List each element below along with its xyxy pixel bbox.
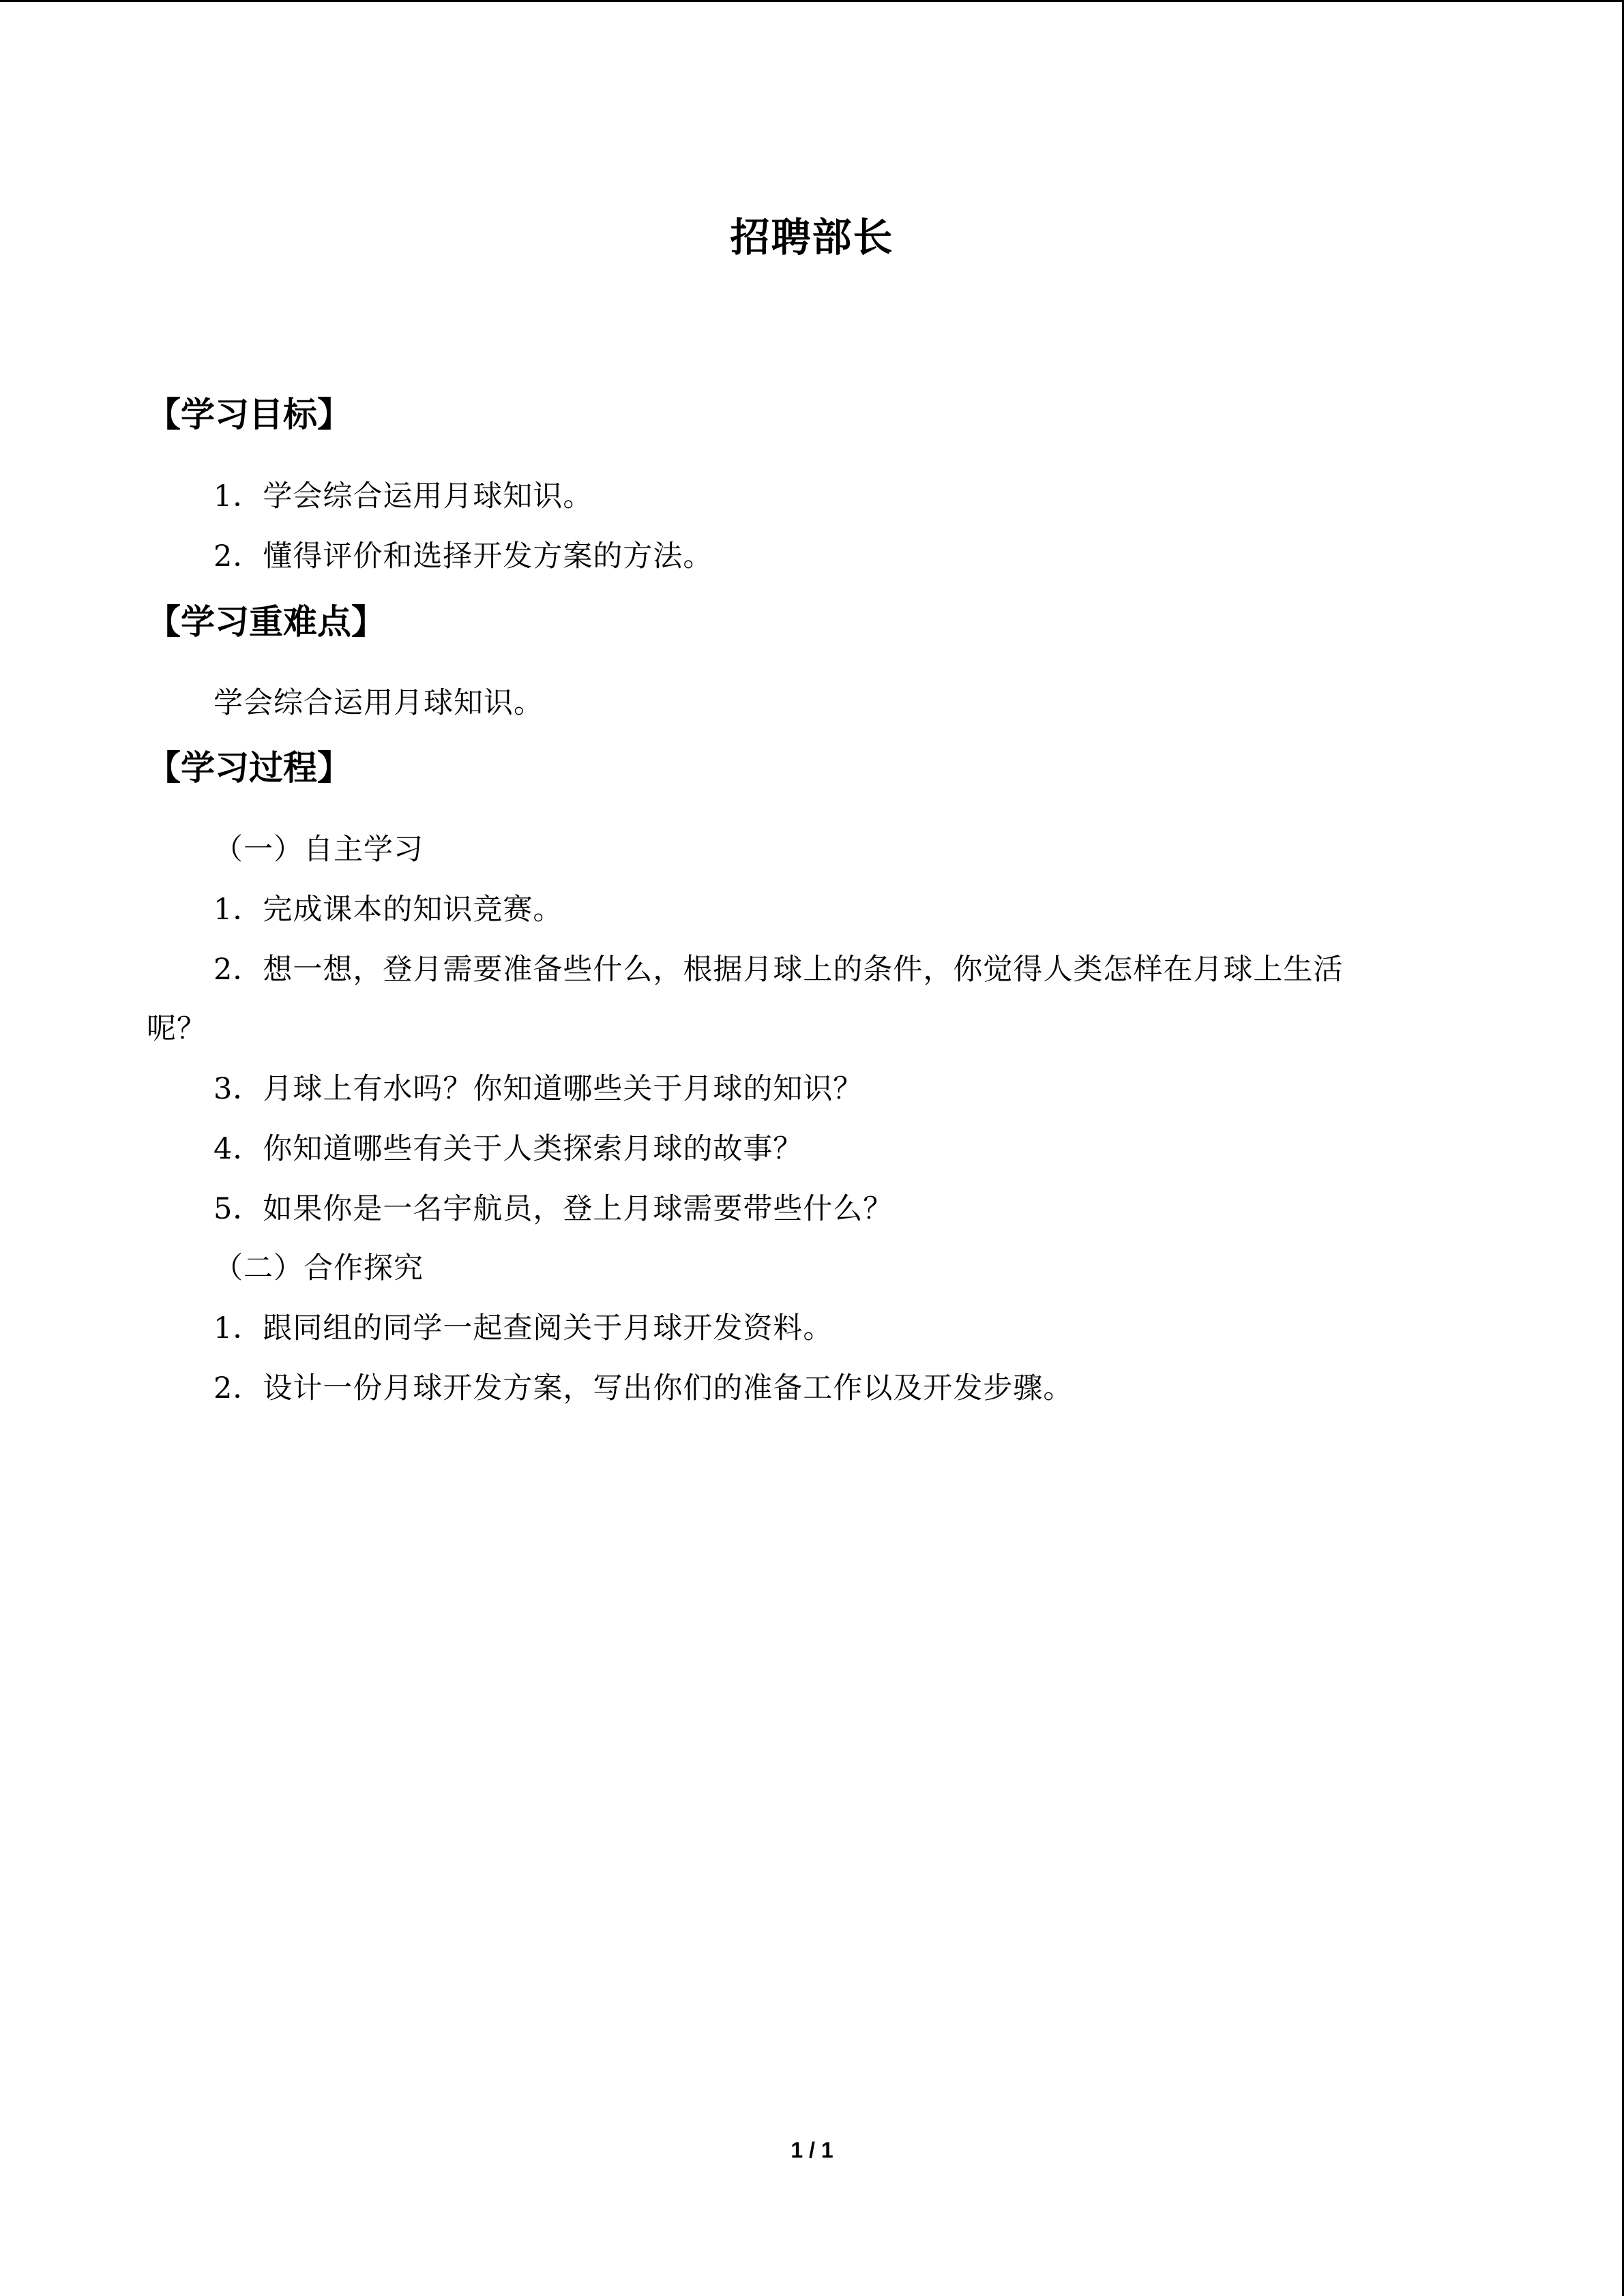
section-heading-process: 【学习过程】 <box>147 748 351 788</box>
process-part1-item-3: 3．月球上有水吗？你知道哪些关于月球的知识？ <box>213 1072 863 1106</box>
process-part1-item-1: 1．完成课本的知识竞赛。 <box>213 893 563 927</box>
process-part1-item-5: 5．如果你是一名宇航员，登上月球需要带些什么？ <box>213 1192 894 1226</box>
process-part1-item-2: 2．想一想，登月需要准备些什么，根据月球上的条件，你觉得人类怎样在月球上生活 <box>213 953 1344 987</box>
page-number: 1 / 1 <box>791 2138 833 2162</box>
section-heading-key-points: 【学习重难点】 <box>147 602 385 642</box>
section-heading-goals: 【学习目标】 <box>147 395 351 434</box>
process-part1-item-4: 4．你知道哪些有关于人类探索月球的故事？ <box>213 1132 803 1166</box>
process-part1-label: （一）自主学习 <box>213 833 424 867</box>
goal-item-2: 2．懂得评价和选择开发方案的方法。 <box>213 539 713 573</box>
process-part1-item-2-continued: 呢？ <box>147 1012 207 1046</box>
process-part2-item-2: 2．设计一份月球开发方案，写出你们的准备工作以及开发步骤。 <box>213 1371 1074 1405</box>
goal-item-1: 1．学会综合运用月球知识。 <box>213 479 593 513</box>
key-point-item-1: 学会综合运用月球知识。 <box>213 686 544 720</box>
process-part2-label: （二）合作探究 <box>213 1251 424 1285</box>
process-part2-item-1: 1．跟同组的同学一起查阅关于月球开发资料。 <box>213 1311 833 1345</box>
page-title: 招聘部长 <box>730 214 894 260</box>
